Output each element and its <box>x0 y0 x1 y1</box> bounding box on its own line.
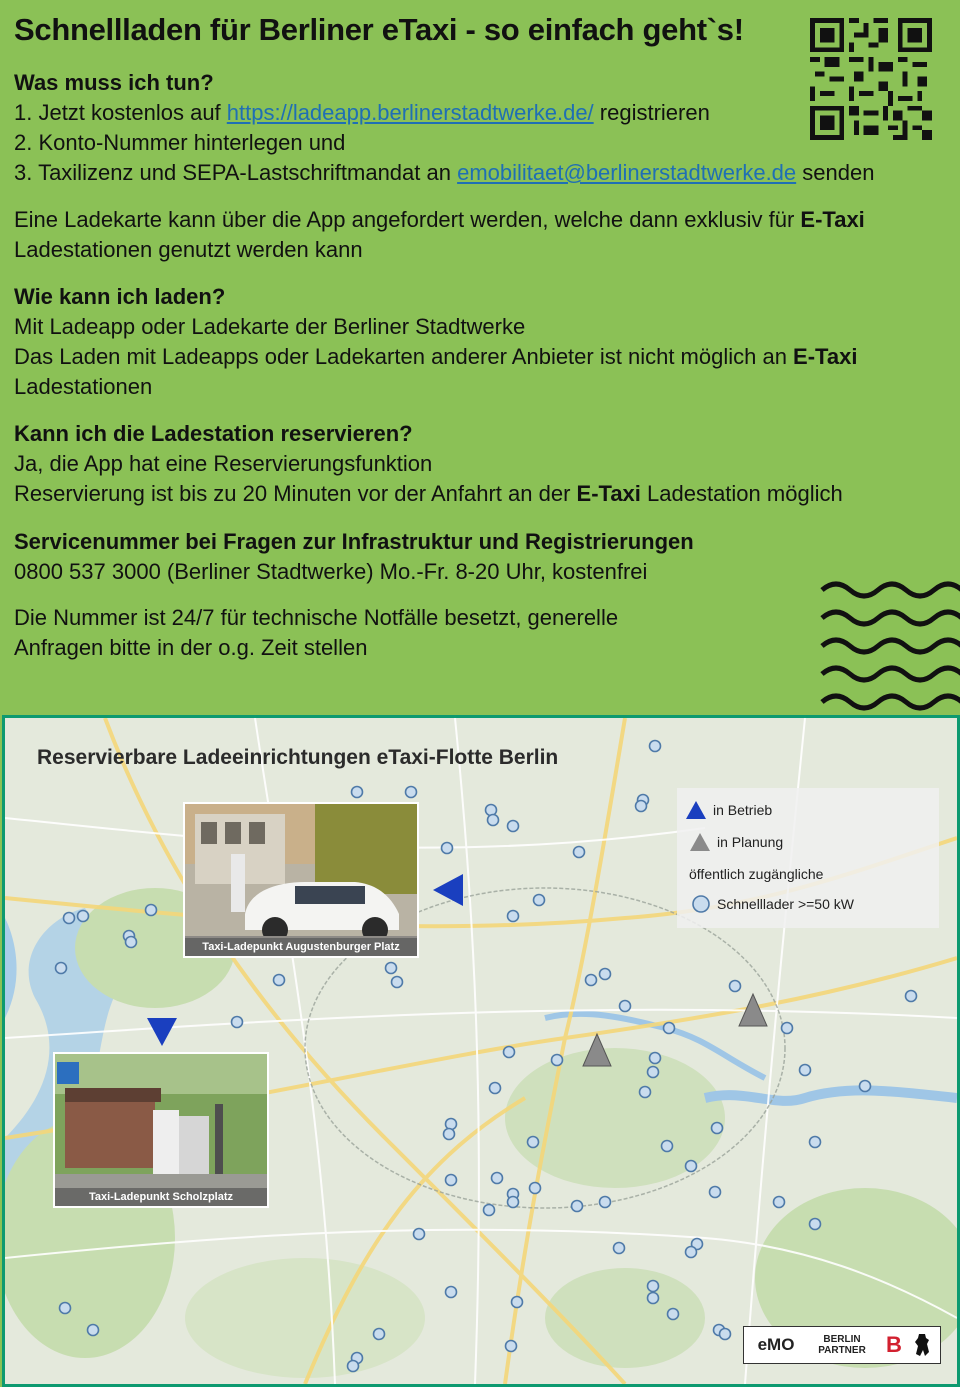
legend-schnelllader: Schnelllader >=50 kW <box>717 896 854 912</box>
page-title: Schnellladen für Berliner eTaxi - so einfach geht`s! <box>14 12 744 47</box>
section-what-to-do <box>14 68 874 188</box>
service-note-1: Die Nummer ist 24/7 für technische Notfälle besetzt, generelle <box>14 605 619 630</box>
taxi-charging-photo-icon <box>185 804 417 956</box>
legend-public-heading: öffentlich zugängliche <box>689 866 824 882</box>
photo-1-caption: Taxi-Ladepunkt Augustenburger Platz <box>185 938 417 956</box>
heading-how-to-charge: Wie kann ich laden? <box>14 284 226 309</box>
section-reserve <box>14 419 843 509</box>
legend-planned-triangle-icon <box>689 832 711 852</box>
legend-in-betrieb: in Betrieb <box>713 802 773 818</box>
legend-charger-circle-icon <box>691 894 711 914</box>
section-card-info <box>14 205 865 265</box>
legend-in-planung: in Planung <box>717 834 784 850</box>
photo-scholzplatz[interactable] <box>53 1052 269 1208</box>
reserve-line-2: Reservierung ist bis zu 20 Minuten vor der Anfahrt an der E-Taxi Ladestation möglich <box>14 481 843 506</box>
photo-2-caption: Taxi-Ladepunkt Scholzplatz <box>55 1188 267 1206</box>
b-logo: B <box>886 1332 902 1357</box>
step-1: 1. Jetzt kostenlos auf https://ladeapp.berlinerstadtwerke.de/ registrieren <box>14 100 710 125</box>
email-link[interactable]: emobilitaet@berlinerstadtwerke.de <box>457 160 797 185</box>
scholzplatz-charging-photo-icon <box>55 1054 267 1206</box>
emo-logo: eMO <box>757 1335 795 1354</box>
charge-line-1: Mit Ladeapp oder Ladekarte der Berliner Stadtwerke <box>14 314 526 339</box>
registration-link[interactable]: https://ladeapp.berlinerstadtwerke.de/ <box>226 100 594 125</box>
heading-service: Servicenummer bei Fragen zur Infrastruktur und Registrierungen <box>14 529 694 554</box>
charge-line-2: Das Laden mit Ladeapps oder Ladekarten anderer Anbieter ist nicht möglich an E-Taxi <box>14 344 858 369</box>
charge-line-3: Ladestationen <box>14 374 153 399</box>
service-note-2: Anfragen bitte in der o.g. Zeit stellen <box>14 635 368 660</box>
legend-operating-triangle-icon <box>685 800 707 820</box>
step-2: 2. Konto-Nummer hinterlegen und <box>14 130 346 155</box>
card-info-line-1: Eine Ladekarte kann über die App angefordert werden, welche dann exklusiv für E-Taxi <box>14 207 865 232</box>
card-info-line-2: Ladestationen genutzt werden kann <box>14 237 363 262</box>
berlin-bear-icon <box>910 1327 934 1363</box>
wave-decoration-icon <box>818 572 960 714</box>
section-service <box>14 527 694 663</box>
service-phone: 0800 537 3000 (Berliner Stadtwerke) Mo.-Fr. 8-20 Uhr, kostenfrei <box>14 559 648 584</box>
heading-reserve: Kann ich die Ladestation reservieren? <box>14 421 413 446</box>
map-title: Reservierbare Ladeeinrichtungen eTaxi-Flotte Berlin <box>37 746 559 769</box>
heading-what-to-do: Was muss ich tun? <box>14 70 214 95</box>
reserve-line-1: Ja, die App hat eine Reservierungsfunktion <box>14 451 433 476</box>
photo-augustenburger-platz[interactable] <box>183 802 419 958</box>
section-how-to-charge <box>14 282 857 402</box>
charging-map[interactable] <box>2 715 960 1387</box>
map-legend <box>677 788 939 928</box>
step-3: 3. Taxilizenz und SEPA-Lastschriftmandat an emobilitaet@berlinerstadtwerke.de senden <box>14 160 875 185</box>
partner-logos <box>743 1326 941 1364</box>
berlin-partner-logo: BERLIN PARTNER <box>818 1334 866 1356</box>
